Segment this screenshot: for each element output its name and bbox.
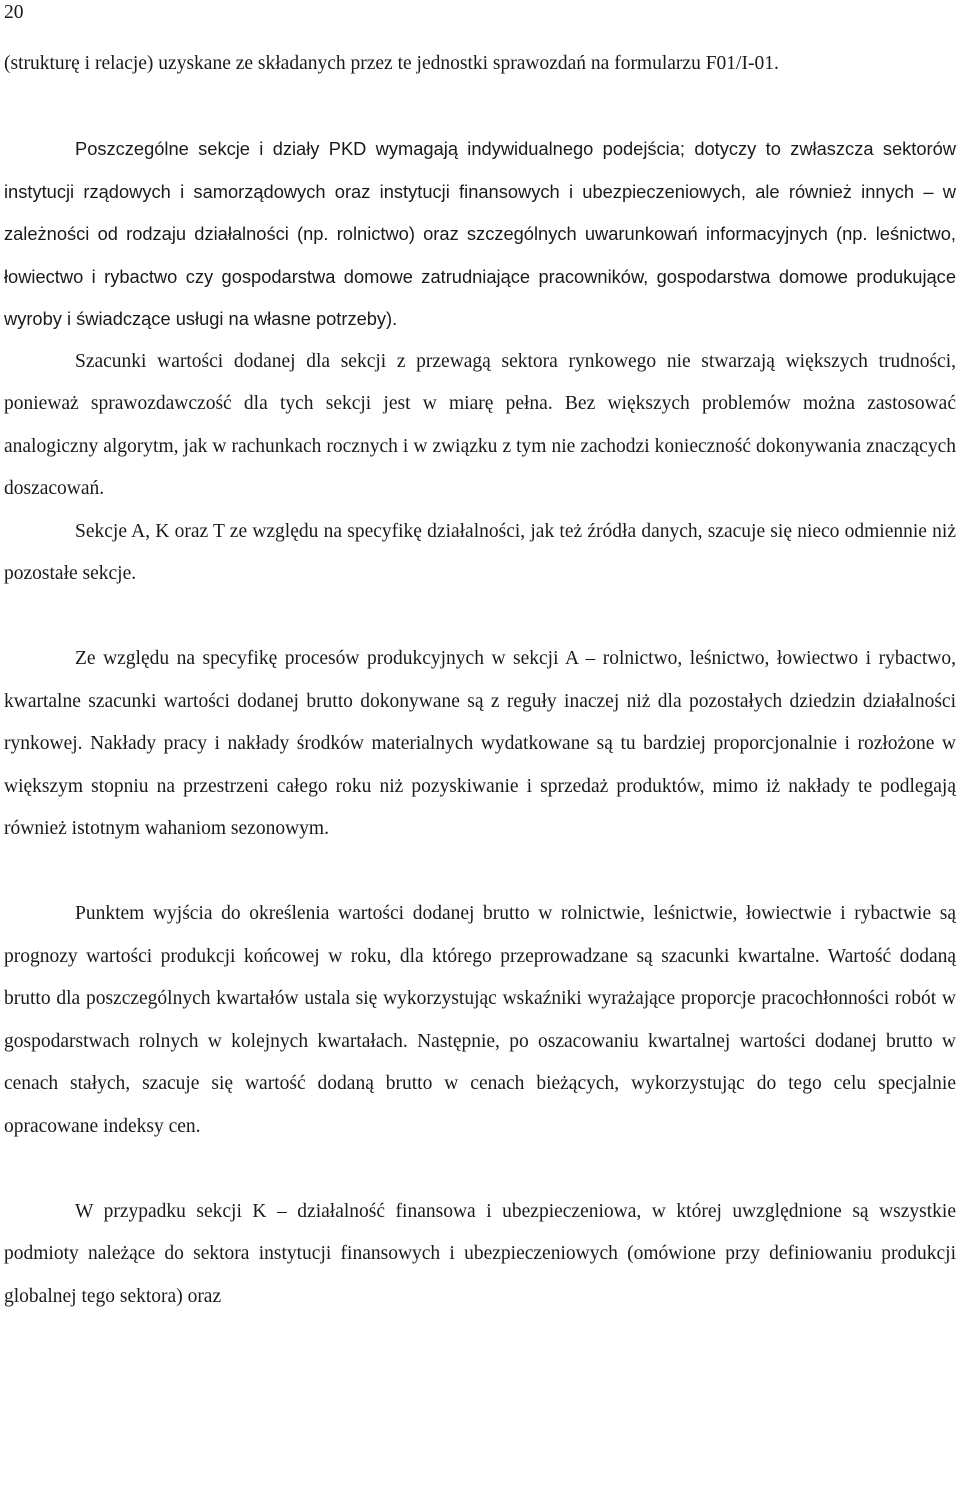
paragraph-1: (strukturę i relacje) uzyskane ze składanych przez te jednostki sprawozdań na formularzu F01/I-01. [4,53,779,74]
paragraph-7: W przypadku sekcji K – działalność finansowa i ubezpieczeniowa, w której uwzględnione są wszystkie podmioty należące do sektora instytucji finansowych i ubezpieczeniowych (omówione przy definiowaniu produkcji globalnej tego sektora) oraz [4,1200,956,1307]
page-number: 20 [4,2,24,23]
body-text [4,43,956,1318]
paragraph-2: Poszczególne sekcje i działy PKD wymagają indywidualnego podejścia; dotyczy to zwłaszcza sektorów instytucji rządowych i samorządowych oraz instytucji finansowych i ubezpieczeniowych, ale również innych – w zależności od rodzaju działalności (np. rolnictwo) oraz szczególnych uwarunkowań informacyjnych (np. leśnictwo, łowiectwo i rybactwo czy gospodarstwa domowe zatrudniające pracowników, gospodarstwa domowe produkujące wyroby i świadczące usługi na własne potrzeby). [4,138,956,329]
paragraph-6: Punktem wyjścia do określenia wartości dodanej brutto w rolnictwie, leśnictwie, łowiectwie i rybactwie są prognozy wartości produkcji końcowej w roku, dla którego przeprowadzane są szacunki kwartalne. Wartość dodaną brutto dla poszczególnych kwartałów ustala się wykorzystując wskaźniki wyrażające proporcje pracochłonności robót w gospodarstwach rolnych w kolejnych kwartałach. Następnie, po oszacowaniu kwartalnej wartości dodanej brutto w cenach stałych, szacuje się wartość dodaną brutto w cenach bieżących, wykorzystując do tego celu specjalnie opracowane indeksy cen. [4,903,956,1137]
paragraph-3: Szacunki wartości dodanej dla sekcji z przewagą sektora rynkowego nie stwarzają większych trudności, ponieważ sprawozdawczość dla tych sekcji jest w miarę pełna. Bez większych problemów można zastosować analogiczny algorytm, jak w rachunkach rocznych i w związku z tym nie zachodzi konieczność dokonywania znaczących doszacowań. [4,350,956,499]
paragraph-4: Sekcje A, K oraz T ze względu na specyfikę działalności, jak też źródła danych, szacuje się nieco odmiennie niż pozostałe sekcje. [4,520,956,584]
document-page [4,0,956,1489]
paragraph-5: Ze względu na specyfikę procesów produkcyjnych w sekcji A – rolnictwo, leśnictwo, łowiectwo i rybactwo, kwartalne szacunki wartości dodanej brutto dokonywane są z reguły inaczej niż dla pozostałych dziedzin działalności rynkowej. Nakłady pracy i nakłady środków materialnych wydatkowane są tu bardziej proporcjonalnie i rozłożone w większym stopniu na przestrzeni całego roku niż pozyskiwanie i sprzedaż produktów, mimo iż nakłady te podlegają również istotnym wahaniom sezonowym. [4,648,956,839]
